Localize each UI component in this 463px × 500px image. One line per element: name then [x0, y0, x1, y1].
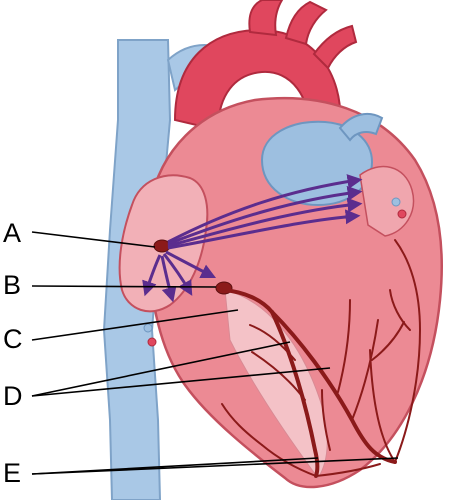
sa-node	[154, 240, 170, 252]
subclavian-artery	[314, 26, 356, 68]
carotid-artery	[286, 2, 326, 44]
label-c: C	[3, 324, 23, 354]
brachiocephalic-artery	[249, 0, 282, 35]
label-e: E	[3, 458, 22, 488]
label-d: D	[3, 381, 23, 411]
label-b: B	[3, 270, 22, 300]
leader-line-b	[32, 286, 216, 287]
label-a: A	[3, 218, 22, 248]
